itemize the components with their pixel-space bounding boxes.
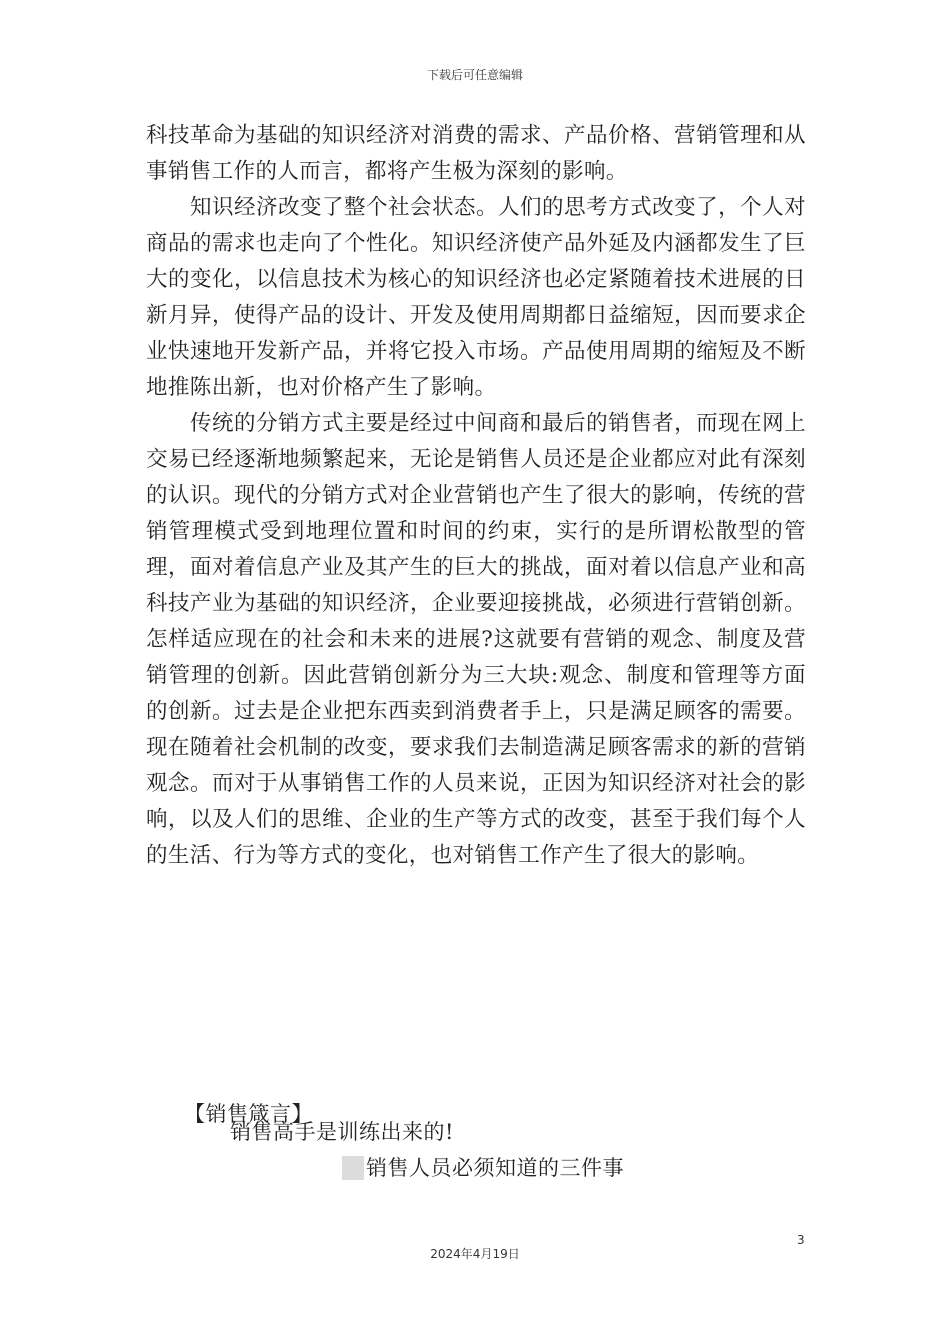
motto-line: 销售高手是训练出来的! [230, 1120, 454, 1144]
page-number: 3 [797, 1233, 805, 1247]
paragraph-3: 传统的分销方式主要是经过中间商和最后的销售者，而现在网上交易已经逐渐地频繁起来，无论是销售人员还是企业都应对此有深刻的认识。现代的分销方式对企业营销也产生了很大的影响，传统的营销管理模式受到地理位置和时间的约束，实行的是所谓松散型的管理，面对着信息产业及其产生的巨大的挑战，面对着以信息产业和高科技产业为基础的知识经济，企业要迎接挑战，必须进行营销创新。怎样适应现在的社会和未来的进展?这就要有营销的观念、制度及营销管理的创新。因此营销创新分为三大块:观念、制度和管理等方面的创新。过去是企业把东西卖到消费者手上，只是满足顾客的需要。现在随着社会机制的改变，要求我们去制造满足顾客需求的新的营销观念。而对于从事销售工作的人员来说，正因为知识经济对社会的影响，以及人们的思维、企业的生产等方式的改变，甚至于我们每个人的生活、行为等方式的变化，也对销售工作产生了很大的影响。 [146, 411, 806, 868]
subtitle-text: 销售人员必须知道的三件事 [366, 1156, 624, 1180]
paragraph-1: 科技革命为基础的知识经济对消费的需求、产品价格、营销管理和从事销售工作的人而言，都将产生极为深刻的影响。 [146, 123, 806, 184]
paragraph-2: 知识经济改变了整个社会状态。人们的思考方式改变了，个人对商品的需求也走向了个性化。知识经济使产品外延及内涵都发生了巨大的变化，以信息技术为核心的知识经济也必定紧随着技术进展的日新月异，使得产品的设计、开发及使用周期都日益缩短，因而要求企业快速地开发新产品，并将它投入市场。产品使用周期的缩短及不断地推陈出新，也对价格产生了影响。 [146, 195, 806, 400]
motto-heading: 【销售箴言】 [184, 1102, 313, 1126]
subtitle-row [342, 1153, 624, 1183]
footer-date: 2024年4月19日 [430, 1247, 520, 1261]
document-body [146, 118, 806, 874]
header-note: 下载后可任意编辑 [426, 68, 523, 82]
highlight-marker [342, 1156, 364, 1180]
